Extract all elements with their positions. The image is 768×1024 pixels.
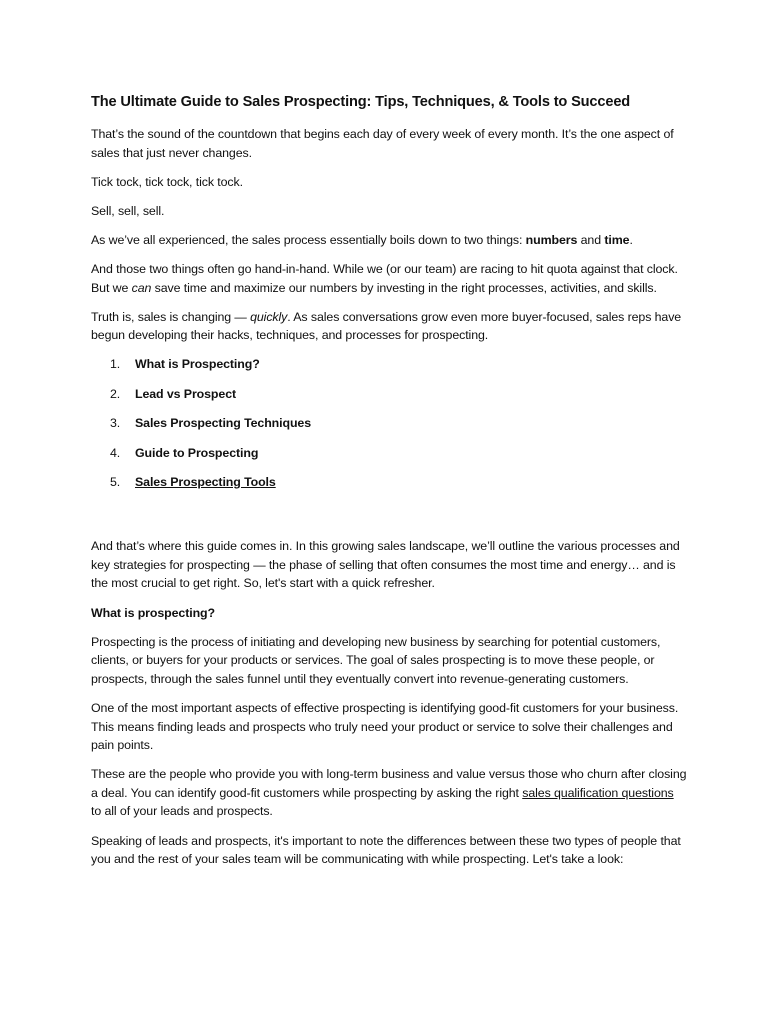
document-title: The Ultimate Guide to Sales Prospecting: Tips, Techniques, & Tools to Succeed [91, 94, 631, 110]
toc-number: 4. [110, 445, 121, 460]
sales-qualification-link[interactable]: sales qualification questions [522, 785, 674, 800]
intro-paragraph: That’s the sound of the countdown that begins each day of every week of every month. It’s the one aspect of sales that just never changes. [91, 127, 674, 160]
toc-item [110, 444, 687, 463]
toc-label: Lead vs Prospect [135, 386, 237, 401]
hand-in-hand-text: And those two things often go hand-in-hand. While we (or our team) are racing to hit quota against that clock. But we [91, 261, 678, 295]
toc-label: What is Prospecting? [135, 357, 260, 372]
hand-in-hand-paragraph [91, 260, 687, 297]
spacer [91, 502, 687, 537]
hand-in-hand-end: save time and maximize our numbers by investing in the right processes, activities, and skills. [151, 280, 657, 295]
good-fit-paragraph: One of the most important aspects of effective prospecting is identifying good-fit customers for your business. This means finding leads and prospects who truly need your product or service to solve their challenges and pain points. [91, 700, 679, 753]
numbers-time-end: . [629, 232, 633, 247]
numbers-bold: numbers [525, 232, 578, 247]
definition-paragraph: Prospecting is the process of initiating and developing new business by searching for potential customers, clients, or buyers for your products or services. The goal of sales prospecting is to move these people, or prospects, through the sales funnel until they eventually convert into revenue-generating customers. [91, 634, 661, 686]
toc-item [110, 385, 687, 404]
toc-number: 2. [110, 386, 121, 401]
what-is-prospecting-heading: What is prospecting? [91, 605, 215, 620]
table-of-contents [91, 355, 687, 491]
toc-label: Sales Prospecting Techniques [135, 416, 311, 431]
toc-number: 1. [110, 357, 121, 372]
numbers-time-and: and [577, 232, 605, 247]
section-heading [91, 604, 687, 623]
can-emphasis: can [131, 280, 152, 295]
guide-paragraph: And that’s where this guide comes in. In this growing sales landscape, we’ll outline the various processes and key strategies for prospecting — the phase of selling that often consumes the most time and energy… and is the most crucial to get right. So, let's start with a quick refresher. [91, 539, 680, 591]
toc-link-sales-prospecting-tools[interactable]: Sales Prospecting Tools [135, 474, 276, 489]
long-term-text: These are the people who provide you with long-term business and value versus those who churn after closing a deal. You can identify good-fit customers while prospecting by asking the right [91, 767, 687, 800]
leads-prospects-paragraph: Speaking of leads and prospects, it's important to note the differences between these two types of people that you and the rest of your sales team will be communicating with while prospecting. Let's take a look: [91, 833, 681, 867]
time-bold: time [604, 232, 630, 247]
truth-text: Truth is, sales is changing — [91, 309, 251, 324]
toc-item [110, 414, 687, 433]
document-body [91, 92, 687, 879]
truth-paragraph [91, 308, 687, 345]
long-term-end: to all of your leads and prospects. [91, 804, 273, 819]
toc-item [110, 355, 687, 374]
long-term-paragraph [91, 765, 687, 821]
numbers-time-paragraph [91, 231, 687, 250]
truth-end: . As sales conversations grow even more buyer-focused, sales reps have begun developing their hacks, techniques, and processes for prospecting. [91, 309, 682, 343]
tick-tock-paragraph: Tick tock, tick tock, tick tock. [91, 174, 243, 189]
quickly-emphasis: quickly [250, 309, 288, 324]
sell-paragraph: Sell, sell, sell. [91, 203, 165, 218]
toc-item [110, 473, 687, 492]
toc-number: 5. [110, 474, 121, 489]
numbers-time-text: As we’ve all experienced, the sales process essentially boils down to two things: [91, 232, 526, 247]
toc-label: Guide to Prospecting [135, 445, 259, 460]
toc-number: 3. [110, 416, 121, 431]
